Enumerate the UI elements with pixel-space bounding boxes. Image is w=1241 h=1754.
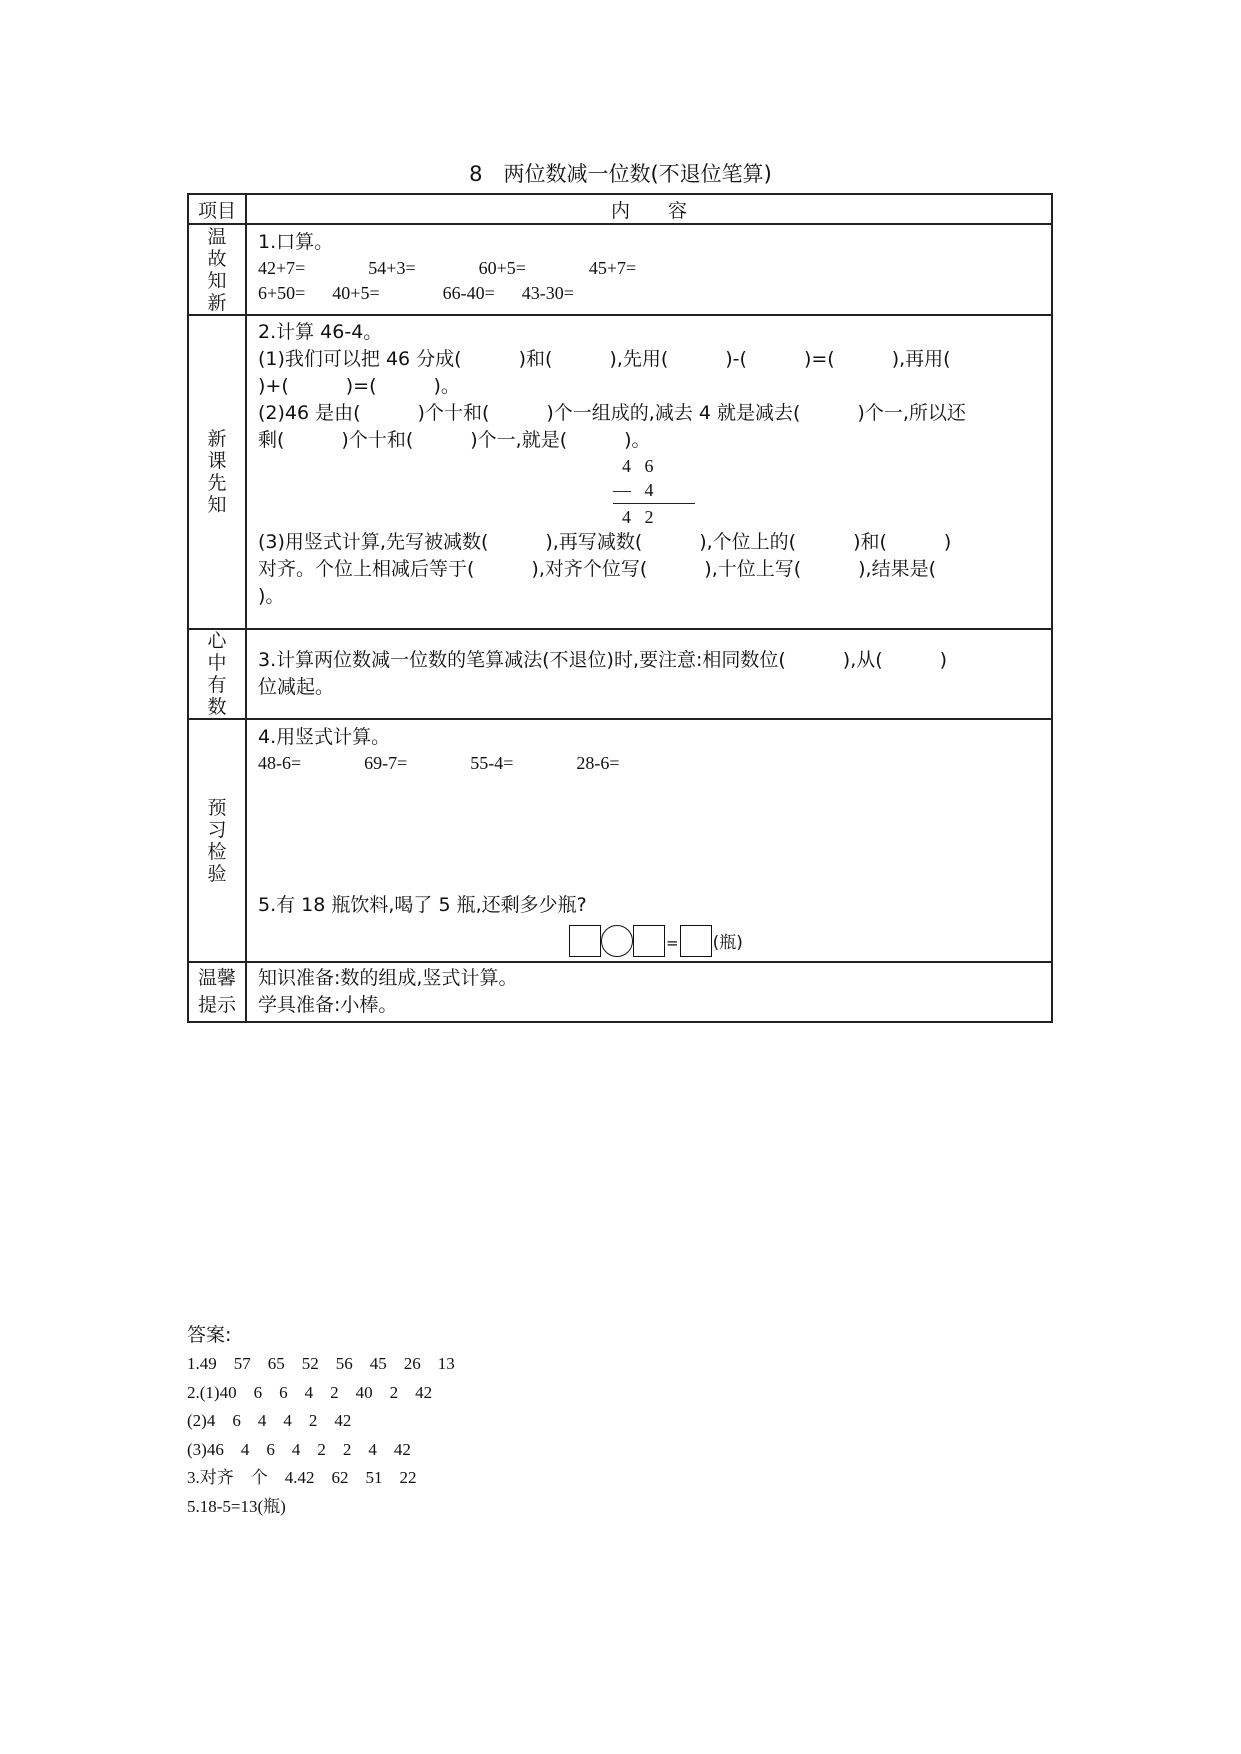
minuend-row: 4 6 — [613, 456, 654, 476]
answer-box[interactable] — [633, 925, 665, 957]
section-check — [188, 719, 1052, 962]
equals-sign: = — [666, 934, 679, 952]
answer-line: 5.18-5=13(瓶) — [187, 1496, 286, 1516]
tip-line: 学具准备:小棒。 — [258, 994, 398, 1016]
oral-calc-row: 6+50= 40+5= 66-40= 43-30= — [258, 283, 574, 303]
section-mind — [188, 629, 1052, 719]
question-text: (2)46 是由( )个十和( )个一组成的,减去 4 就是减去( )个一,所以还 — [258, 402, 966, 424]
word-problem: 5.有 18 瓶饮料,喝了 5 瓶,还剩多少瓶? — [258, 894, 587, 916]
oral-calc-row: 42+7= 54+3= 60+5= 45+7= — [258, 258, 637, 278]
vertical-rule — [613, 503, 695, 504]
vertical-calc-row: 48-6= 69-7= 55-4= 28-6= — [258, 753, 620, 773]
work-space — [258, 776, 1041, 892]
answer-line: (2)4 6 4 4 2 42 — [187, 1411, 352, 1430]
answer-line: 3.对齐 个 4.42 62 51 22 — [187, 1468, 417, 1487]
answer-line: 2.(1)40 6 6 4 2 40 2 42 — [187, 1382, 433, 1402]
answer-heading: 答案: — [187, 1324, 232, 1346]
question-text: 对齐。个位上相减后等于( ),对齐个位写( ),十位上写( ),结果是( — [258, 558, 937, 580]
subtrahend-row: — 4 — [613, 480, 654, 500]
unit-label: (瓶) — [712, 933, 743, 953]
answer-key — [187, 1320, 455, 1521]
question-heading: 4.用竖式计算。 — [258, 726, 391, 748]
question-text: 3.计算两位数减一位数的笔算减法(不退位)时,要注意:相同数位( ),从( ) — [258, 649, 948, 671]
header-item: 项目 — [188, 194, 246, 224]
section-new-lesson — [188, 315, 1052, 629]
answer-box[interactable] — [680, 925, 712, 957]
answer-line: (3)46 4 6 4 2 2 4 42 — [187, 1439, 411, 1459]
header-content: 内 容 — [246, 194, 1052, 224]
answer-box[interactable] — [569, 925, 601, 957]
question-text: 剩( )个十和( )个一,就是( )。 — [258, 429, 651, 451]
question-text: 位减起。 — [258, 676, 335, 698]
worksheet-table — [187, 193, 1053, 1023]
section-label: 预习检验 — [207, 796, 227, 885]
question-heading: 1.口算。 — [258, 231, 334, 253]
operator-circle[interactable] — [601, 925, 633, 957]
page-title: 8 两位数减一位数(不退位笔算) — [469, 162, 772, 186]
section-label: 心中有数 — [207, 630, 227, 718]
tip-line: 知识准备:数的组成,竖式计算。 — [258, 967, 518, 989]
difference-row: 4 2 — [613, 507, 654, 527]
section-review — [188, 224, 1052, 315]
section-label: 温故知新 — [207, 225, 227, 314]
question-text: (3)用竖式计算,先写被减数( ),再写减数( ),个位上的( )和( ) — [258, 531, 952, 553]
question-text: (1)我们可以把 46 分成( )和( ),先用( )-( )=( ),再用( — [258, 348, 951, 370]
vertical-subtraction — [613, 454, 703, 529]
table-header-row — [188, 194, 1052, 224]
answer-equation — [569, 919, 1041, 957]
question-text: )+( )=( )。 — [258, 375, 460, 397]
section-label: 提示 — [197, 994, 236, 1016]
section-label: 新课先知 — [207, 428, 227, 516]
section-tips — [188, 962, 1052, 1022]
question-heading: 2.计算 46-4。 — [258, 321, 383, 343]
question-text: )。 — [258, 585, 285, 607]
section-label: 温馨 — [197, 967, 236, 989]
answer-line: 1.49 57 65 52 56 45 26 13 — [187, 1354, 455, 1373]
